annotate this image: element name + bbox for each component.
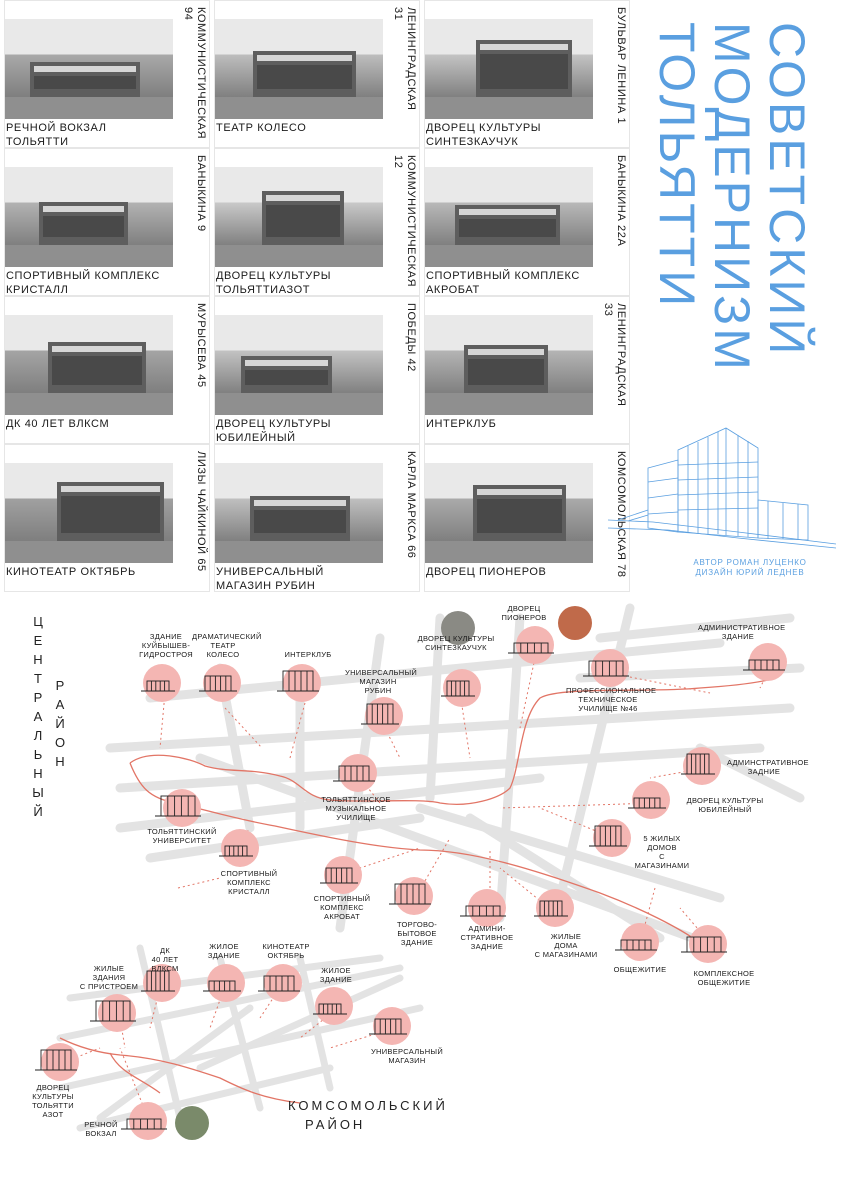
map-label: 5 ЖИЛЫХ ДОМОВ С МАГАЗИНАМИ (634, 834, 690, 870)
building-address: БАНЫКИНА 9 (195, 155, 207, 232)
building-marker (221, 829, 259, 867)
map-label: РЕЧНОЙ ВОКЗАЛ (84, 1120, 118, 1138)
komsomolsky-district-line2: РАЙОН (305, 1117, 366, 1132)
map-label: ДВОРЕЦ ПИОНЕРОВ (501, 604, 547, 622)
building-card (424, 0, 630, 148)
central-district-letter: А (33, 709, 43, 724)
design-credit: ДИЗАЙН ЮРИЙ ЛЕДНЕВ (695, 568, 805, 577)
central-district-letter: Т (34, 671, 42, 686)
map-label: АДМИНСТРАТИВНОЕ ЗАДНИЕ (727, 758, 809, 776)
building-photo (215, 167, 383, 267)
building-marker (443, 669, 481, 707)
map-label: АДМИНИСТРАТИВНОЕ ЗДАНИЕ (698, 623, 786, 641)
title-line-2: МОДЕРНИЗМ (704, 22, 760, 373)
map-label: ЖИЛОЕ ЗДАНИЕ (207, 942, 241, 960)
building-marker (683, 747, 721, 785)
building-marker (324, 856, 362, 894)
map-label: УНИВЕРСАЛЬНЫЙ МАГАЗИН РУБИН (345, 668, 418, 695)
central-district-letter: Н (33, 652, 43, 667)
building-card (4, 0, 210, 148)
building-name: ДВОРЕЦ КУЛЬТУРЫ СИНТЕЗКАУЧУК (426, 122, 542, 148)
building-address: ЛИЗЫ ЧАЙКИНОЙ 65 (195, 451, 207, 572)
map-label: ЖИЛОЕ ЗДАНИЕ (319, 966, 353, 984)
building-card (214, 444, 420, 592)
building-card (424, 148, 630, 296)
building-name: ТЕАТР КОЛЕСО (216, 122, 307, 134)
raion-letter: Н (55, 754, 65, 769)
building-address: БУЛЬВАР ЛЕНИНА 1 (615, 7, 627, 125)
central-district-letter: Р (33, 690, 43, 705)
building-card (4, 296, 210, 444)
building-marker (315, 987, 353, 1025)
modernist-building-drawing (608, 420, 838, 555)
central-district-letter: Н (33, 766, 43, 781)
map-label: ИНТЕРКЛУБ (284, 650, 332, 659)
raion-letter: Р (55, 678, 65, 693)
map-label: ДК 40 ЛЕТ ВЛКСМ (151, 946, 179, 973)
title-line-1: СОВЕТСКИЙ (759, 22, 815, 358)
building-photo (5, 19, 173, 119)
building-photo (425, 315, 593, 415)
building-marker (373, 1007, 411, 1045)
building-address: МУРЫСЕВА 45 (195, 303, 207, 388)
building-photo (5, 315, 173, 415)
building-card (214, 0, 420, 148)
building-marker (593, 819, 631, 857)
building-marker (365, 697, 403, 735)
map-label: ОБЩЕЖИТИЕ (613, 965, 667, 974)
building-address: ЛЕНИНГРАДСКАЯ 33 (602, 303, 627, 407)
building-card (424, 444, 630, 592)
building-name: ДВОРЕЦ КУЛЬТУРЫ ЮБИЛЕЙНЫЙ (216, 418, 332, 444)
map-label: ДВОРЕЦ КУЛЬТУРЫ ТОЛЬЯТТИ АЗОТ (32, 1083, 74, 1119)
building-address: КОМСОМОЛЬСКАЯ 78 (615, 451, 627, 578)
building-marker (632, 781, 670, 819)
building-photo (425, 167, 593, 267)
building-card (214, 296, 420, 444)
building-name: ДК 40 ЛЕТ ВЛКСМ (6, 418, 110, 430)
map-label: СПОРТИВНЫЙ КОМПЛЕКС КРИСТАЛЛ (220, 869, 278, 896)
building-photo (425, 19, 593, 119)
building-name: РЕЧНОЙ ВОКЗАЛ ТОЛЬЯТТИ (6, 122, 107, 148)
central-district-letter: Ь (33, 747, 43, 762)
building-card (4, 148, 210, 296)
map-label: ЗДАНИЕ КУЙБЫШЕВ- ГИДРОСТРОЯ (139, 632, 193, 659)
map-label: ДВОРЕЦ КУЛЬТУРЫ ЮБИЛЕЙНЫЙ (686, 796, 764, 814)
building-photo (425, 463, 593, 563)
building-name: ДВОРЕЦ КУЛЬТУРЫ ТОЛЬЯТТИАЗОТ (216, 270, 332, 296)
komsomolsky-district-line1: КОМСОМОЛЬСКИЙ (288, 1098, 448, 1113)
building-photo (215, 19, 383, 119)
building-marker (207, 964, 245, 1002)
building-photo (5, 463, 173, 563)
building-marker (536, 889, 574, 927)
map-label: ТОЛЬЯТТИНСКОЕ МУЗЫКАЛЬНОЕ УЧИЛИЩЕ (321, 795, 391, 822)
building-address: ПОБЕДЫ 42 (405, 303, 417, 372)
map-label: ПРОФЕССИОНАЛЬНОЕ ТЕХНИЧЕСКОЕ УЧИЛИЩЕ №46 (566, 686, 657, 713)
building-card (424, 296, 630, 444)
central-district-letter: Ы (32, 785, 44, 800)
building-address: КАРЛА МАРКСА 66 (405, 451, 417, 559)
building-marker (203, 664, 241, 702)
map-label: ЖИЛЫЕ ЗДАНИЯ С ПРИСТРОЕМ (79, 964, 139, 991)
building-name: СПОРТИВНЫЙ КОМПЛЕКС КРИСТАЛЛ (6, 270, 160, 296)
map-label: ДВОРЕЦ КУЛЬТУРЫ СИНТЕЗКАУЧУК (417, 634, 495, 652)
map-label: АДМИНИ- СТРАТИВНОЕ ЗАДНИЕ (460, 924, 514, 951)
building-address: БАНЫКИНА 22А (615, 155, 627, 247)
building-card (4, 444, 210, 592)
map-label: ТОЛЬЯТТИНСКИЙ УНИВЕРСИТЕТ (147, 827, 217, 845)
map-label: ТОРГОВО- БЫТОВОЕ ЗДАНИЕ (396, 920, 438, 947)
building-photo (215, 315, 383, 415)
central-district-letter: Ц (33, 614, 43, 629)
building-photo (215, 463, 383, 563)
map-label: КИНОТЕАТР ОКТЯБРЬ (262, 942, 310, 960)
central-district-letter: Й (33, 804, 43, 819)
raion-letter: А (55, 697, 65, 712)
river-station-photo-thumb (175, 1106, 209, 1140)
map-label: УНИВЕРСАЛЬНЫЙ МАГАЗИН (370, 1047, 444, 1065)
map-label: КОМПЛЕКСНОЕ ОБЩЕЖИТИЕ (693, 969, 755, 987)
building-name: ДВОРЕЦ ПИОНЕРОВ (426, 566, 547, 578)
building-address: КОММУНИСТИЧЕСКАЯ 12 (392, 155, 417, 288)
author-credit: АВТОР РОМАН ЛУЦЕНКО (693, 558, 807, 567)
pioneers-mosaic-thumb (558, 606, 592, 640)
title-line-3: ТОЛЬЯТТИ (649, 22, 705, 310)
building-name: ИНТЕРКЛУБ (426, 418, 497, 430)
building-card (214, 148, 420, 296)
raion-letter: Й (55, 716, 65, 731)
central-district-letter: Л (33, 728, 43, 743)
map-label: ЖИЛЫЕ ДОМА С МАГАЗИНАМИ (534, 932, 598, 959)
building-name: УНИВЕРСАЛЬНЫЙ МАГАЗИН РУБИН (216, 566, 324, 592)
central-district-letter: Е (33, 633, 43, 648)
building-address: ЛЕНИНГРАДСКАЯ 31 (392, 7, 417, 111)
building-address: КОММУНИСТИЧЕСКАЯ 94 (182, 7, 207, 140)
map-label: ДРАМАТИЧЕСКИЙ ТЕАТР КОЛЕСО (192, 632, 262, 659)
building-marker (143, 664, 181, 702)
raion-letter: О (54, 735, 66, 750)
map-label: СПОРТИВНЫЙ КОМПЛЕКС АКРОБАТ (313, 894, 371, 921)
building-name: СПОРТИВНЫЙ КОМПЛЕКС АКРОБАТ (426, 270, 580, 296)
building-name: КИНОТЕАТР ОКТЯБРЬ (6, 566, 136, 578)
building-photo (5, 167, 173, 267)
